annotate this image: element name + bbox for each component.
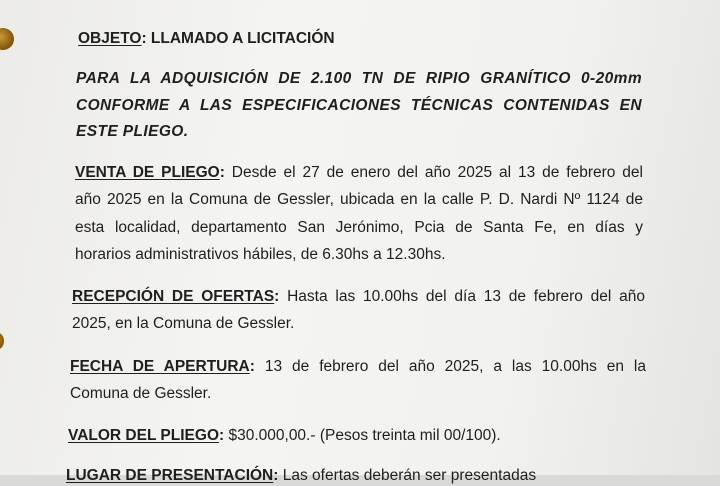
- recepcion-line-2: 2025, en la Comuna de Gessler.: [72, 315, 295, 332]
- venta-label: VENTA DE PLIEGO: [75, 164, 220, 181]
- venta-line-1: [75, 162, 643, 183]
- venta-line-2: año 2025 en la Comuna de Gessler, ubicada en la calle P. D. Nardi Nº 1124 de: [75, 191, 643, 208]
- valor-line: [68, 425, 501, 446]
- lugar-label: LUGAR DE PRESENTACIÓN: [66, 467, 274, 484]
- venta-line-4: horarios administrativos hábiles, de 6.30hs a 12.30hs.: [75, 246, 446, 263]
- recepcion-line-1-text: Hasta las 10.00hs del día 13 de febrero del año: [279, 288, 645, 305]
- apertura-label: FECHA DE APERTURA: [70, 358, 250, 375]
- apertura-separator: :: [249, 358, 255, 375]
- intro-line-3: ESTE PLIEGO.: [76, 123, 189, 140]
- objeto-value: LLAMADO A LICITACIÓN: [146, 30, 335, 47]
- venta-separator: :: [219, 164, 225, 181]
- lugar-text: Las ofertas deberán ser presentadas: [278, 467, 537, 484]
- objeto-separator: :: [141, 30, 147, 47]
- venta-line-3: esta localidad, departamento San Jerónimo, Pcia de Santa Fe, en días y: [75, 219, 643, 236]
- valor-text: $30.000,00.- (Pesos treinta mil 00/100).: [224, 427, 501, 444]
- objeto-line: [78, 28, 335, 49]
- recepcion-label: RECEPCIÓN DE OFERTAS: [72, 288, 275, 305]
- valor-label: VALOR DEL PLIEGO: [68, 427, 219, 444]
- valor-separator: :: [219, 427, 225, 444]
- apertura-line-1-text: 13 de febrero del año 2025, a las 10.00hs en la: [254, 358, 646, 375]
- lugar-line: [66, 465, 536, 486]
- recepcion-line-1: [72, 286, 645, 307]
- intro-line-2: CONFORME A LAS ESPECIFICACIONES TÉCNICAS CONTENIDAS EN: [76, 97, 642, 114]
- apertura-line-2: Comuna de Gessler.: [70, 385, 212, 402]
- objeto-label: OBJETO: [78, 30, 142, 47]
- apertura-line-1: [70, 356, 646, 377]
- venta-line-1-text: Desde el 27 de enero del año 2025 al 13 de febrero del: [224, 164, 643, 181]
- lugar-separator: :: [273, 467, 279, 484]
- recepcion-separator: :: [274, 288, 280, 305]
- intro-line-1: PARA LA ADQUISICIÓN DE 2.100 TN DE RIPIO GRANÍTICO 0-20mm: [76, 70, 642, 87]
